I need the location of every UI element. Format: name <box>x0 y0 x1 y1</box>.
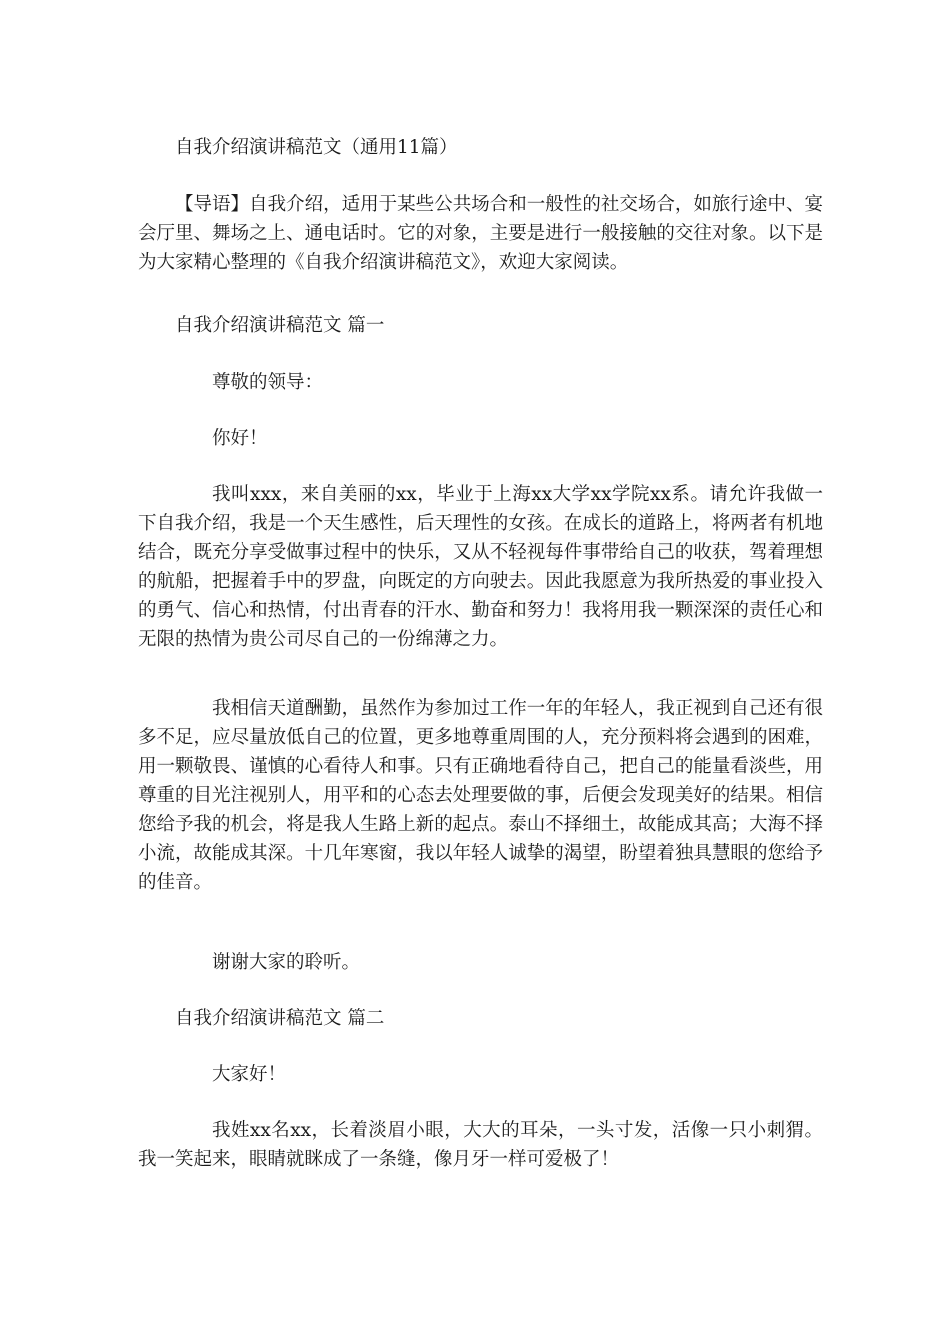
section-heading-2: 自我介绍演讲稿范文 篇二 <box>175 1008 385 1029</box>
closing-line: 谢谢大家的聆听。 <box>212 952 361 973</box>
greeting: 大家好！ <box>212 1064 287 1085</box>
salutation: 尊敬的领导： <box>212 372 324 393</box>
body-paragraph: 我姓xx名xx，长着淡眉小眼，大大的耳朵，一头寸发，活像一只小刺猬。我一笑起来，眼睛就眯成了一条缝，像月牙一样可爱极了！ <box>138 1120 823 1170</box>
document-title: 自我介绍演讲稿范文（通用11篇） <box>175 137 458 158</box>
intro-paragraph: 【导语】自我介绍，适用于某些公共场合和一般性的社交场合，如旅行途中、宴会厅里、舞场之上、通电话时。它的对象，主要是进行一般接触的交往对象。以下是为大家精心整理的《自我介绍演讲稿范文》，欢迎大家阅读。 <box>138 194 823 273</box>
greeting: 你好！ <box>212 428 268 449</box>
body-paragraph: 我叫xxx，来自美丽的xx，毕业于上海xx大学xx学院xx系。请允许我做一下自我介绍，我是一个天生感性，后天理性的女孩。在成长的道路上，将两者有机地结合，既充分享受做事过程中的快乐，又从不轻视每件事带给自己的收获，驾着理想的航船，把握着手中的罗盘，向既定的方向驶去。因此我愿意为我所热爱的事业投入的勇气、信心和热情，付出青春的汗水、勤奋和努力！我将用我一颗深深的责任心和无限的热情为贵公司尽自己的一份绵薄之力。 <box>138 484 823 650</box>
body-paragraph: 我相信天道酬勤，虽然作为参加过工作一年的年轻人，我正视到自己还有很多不足，应尽量放低自己的位置，更多地尊重周围的人，充分预料将会遇到的困难，用一颗敬畏、谨慎的心看待人和事。只有正确地看待自己，把自己的能量看淡些，用尊重的目光注视别人，用平和的心态去处理要做的事，后便会发现美好的结果。相信您给予我的机会，将是我人生路上新的起点。泰山不择细土，故能成其高；大海不择小流，故能成其深。十几年寒窗，我以年轻人诚挚的渴望，盼望着独具慧眼的您给予的佳音。 <box>138 698 823 893</box>
section-heading-1: 自我介绍演讲稿范文 篇一 <box>175 315 385 336</box>
